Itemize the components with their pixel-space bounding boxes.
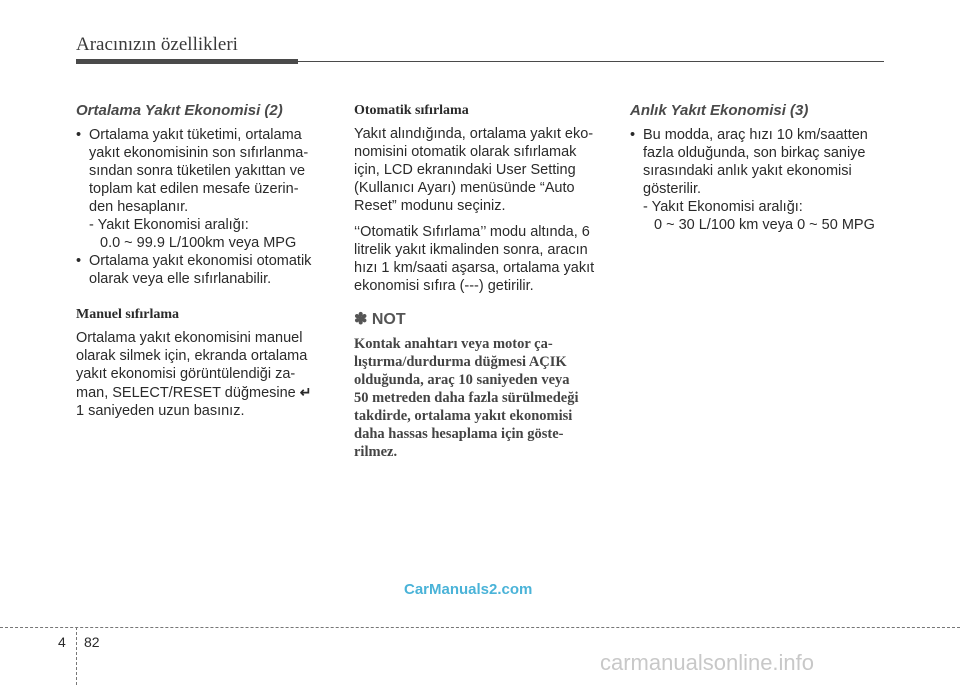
note-body: Kontak anahtarı veya motor ça- lıştırma/durdurma düğmesi AÇIK olduğunda, araç 10 saniyeden veya 50 metreden daha fazla sürülmedeği takdirde, ortalama yakıt ekonomisi daha hassas hesaplama için göste- rilmez. <box>354 336 579 460</box>
page-number: 82 <box>84 634 100 650</box>
bullet-instant-mode: • Bu modda, araç hızı 10 km/saatten fazla olduğunda, son birkaç saniye sırasındaki anlık yakıt ekonomisi gösterilir. <box>630 126 885 198</box>
section-title-instant-economy: Anlık Yakıt Ekonomisi (3) <box>630 102 809 119</box>
watermark-text: CarManuals2.com <box>404 581 533 598</box>
header-rule-thin <box>298 61 884 62</box>
instant-range-value: 0 ~ 30 L/100 km veya 0 ~ 50 MPG <box>654 217 875 233</box>
instant-range-label: - Yakıt Ekonomisi aralığı: <box>643 199 803 215</box>
header-rule-dark <box>76 59 298 64</box>
column-left <box>76 102 331 420</box>
column-right <box>630 102 885 234</box>
enter-icon: ↵ <box>299 384 312 400</box>
section-title-average-economy: Ortalama Yakıt Ekonomisi (2) <box>76 102 283 119</box>
range-value: 0.0 ~ 99.9 L/100km veya MPG <box>100 235 297 251</box>
footer-vertical-rule <box>76 627 77 685</box>
manual-reset-paragraph: Ortalama yakıt ekonomisini manuel olarak silmek için, ekranda ortalama yakıt ekonomisi görüntülendiği za- man, SELECT/RESET düğmesine ↵ 1 saniyeden uzun basınız. <box>76 330 312 419</box>
auto-reset-title: Otomatik sıfırlama <box>354 103 469 118</box>
footer-rule <box>0 627 960 628</box>
auto-reset-paragraph-2: ‘‘Otomatik Sıfırlama’’ modu altında, 6 litrelik yakıt ikmalinden sonra, aracın hızı 1 km/saati aşarsa, ortalama yakıt ekonomisi sıfıra (---) getirilir. <box>354 224 595 294</box>
source-watermark: carmanualsonline.info <box>600 650 815 675</box>
manual-reset-title: Manuel sıfırlama <box>76 307 180 322</box>
note-heading: ✽ NOT <box>354 311 406 328</box>
column-middle <box>354 102 609 461</box>
bullet-reset-mode: • Ortalama yakıt ekonomisi otomatik olarak veya elle sıfırlanabilir. <box>76 252 331 288</box>
range-label: - Yakıt Ekonomisi aralığı: <box>89 217 249 233</box>
page-header-title: Aracınızın özellikleri <box>76 34 238 55</box>
bullet-average-calc: • Ortalama yakıt tüketimi, ortalama yakıt ekonomisinin son sıfırlanma- sından sonra tüketilen yakıttan ve toplam kat edilen mesafe üzerin- den hesaplanır. <box>76 126 331 216</box>
chapter-number: 4 <box>58 634 66 650</box>
auto-reset-paragraph-1: Yakıt alındığında, ortalama yakıt eko- nomisini otomatik olarak sıfırlamak için, LCD ekranındaki User Setting (Kullanıcı Ayarı) menüsünde “Auto Reset” modunu seçiniz. <box>354 126 594 214</box>
